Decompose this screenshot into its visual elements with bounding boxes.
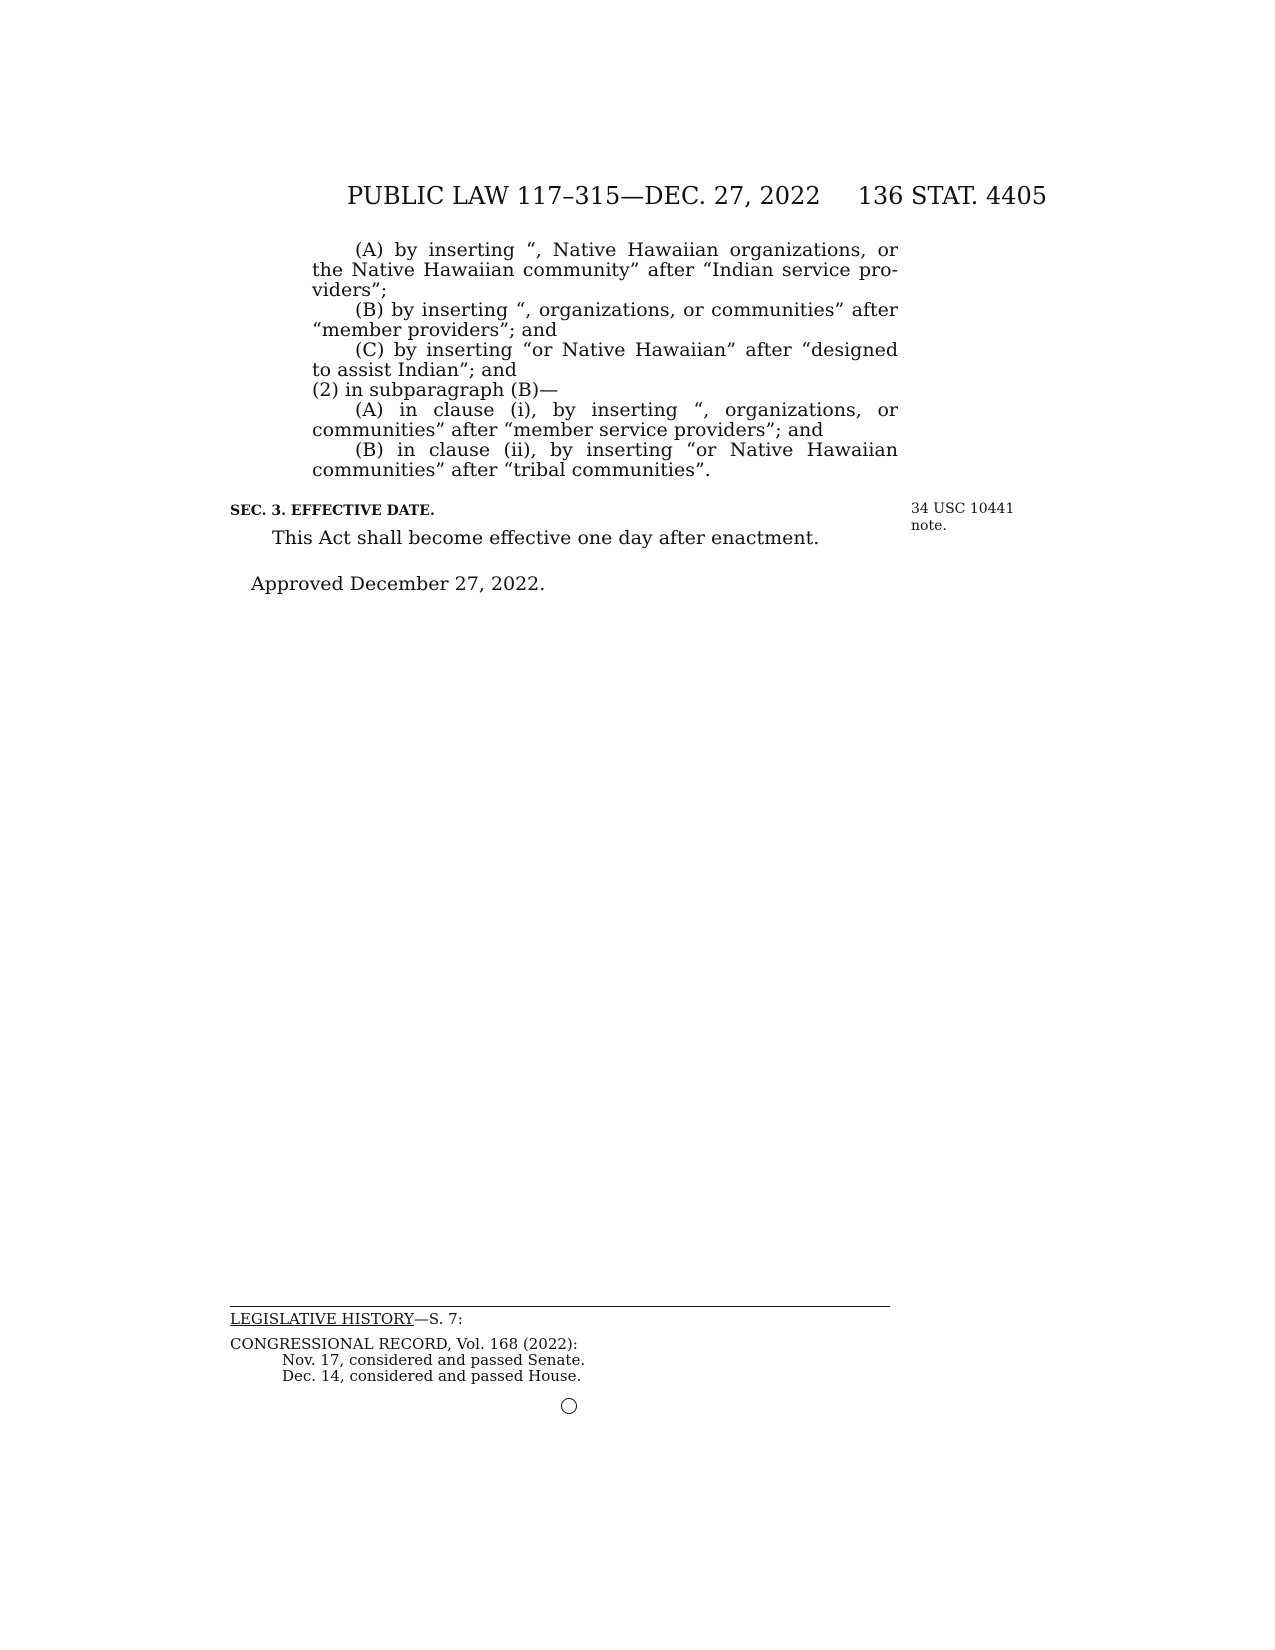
margin-note-line-1: 34 USC 10441	[911, 501, 1015, 517]
congressional-record	[230, 1336, 585, 1384]
section-heading: SEC. 3. EFFECTIVE DATE.	[230, 503, 435, 519]
approval-date: Approved December 27, 2022.	[251, 573, 546, 595]
footer-divider	[230, 1306, 890, 1307]
section-text: This Act shall become effective one day after enactment.	[272, 527, 820, 549]
legislative-history-bill: —S. 7:	[413, 1310, 463, 1328]
margin-note-line-2: note.	[911, 518, 947, 534]
margin-citation-note	[911, 501, 1014, 535]
legislative-history-title: LEGISLATIVE HISTORY	[230, 1310, 414, 1328]
amendment-clause-c1: (C) by inserting “or Native Hawaiian” after “designed to assist Indian”; and	[312, 339, 898, 381]
congressional-record-entry: Dec. 14, considered and passed House.	[282, 1367, 582, 1385]
amendment-clause-a1: (A) by inserting “, Native Hawaiian organizations, or the Native Hawaiian community” after “Indian service pro- viders”;	[312, 239, 898, 301]
page-header-title: PUBLIC LAW 117–315—DEC. 27, 2022	[347, 182, 821, 210]
page-header-stat-number: 136 STAT. 4405	[857, 182, 1047, 210]
legislative-history-label	[230, 1310, 463, 1328]
amendment-clause-b1: (B) by inserting “, organizations, or communities” after “member providers”; and	[312, 299, 898, 341]
page-header	[347, 179, 1047, 213]
end-of-law-circle-icon	[561, 1398, 577, 1414]
amendment-text	[312, 240, 898, 480]
congressional-record-title: CONGRESSIONAL RECORD, Vol. 168 (2022):	[230, 1335, 578, 1353]
amendment-clause-a2: (A) in clause (i), by inserting “, organizations, or communities” after “member service providers”; and	[312, 399, 898, 441]
amendment-clause-b2: (B) in clause (ii), by inserting “or Native Hawaiian communities” after “tribal communities”.	[312, 439, 898, 481]
congressional-record-entry: Nov. 17, considered and passed Senate.	[282, 1351, 586, 1369]
amendment-paragraph-2: (2) in subparagraph (B)—	[312, 379, 559, 401]
